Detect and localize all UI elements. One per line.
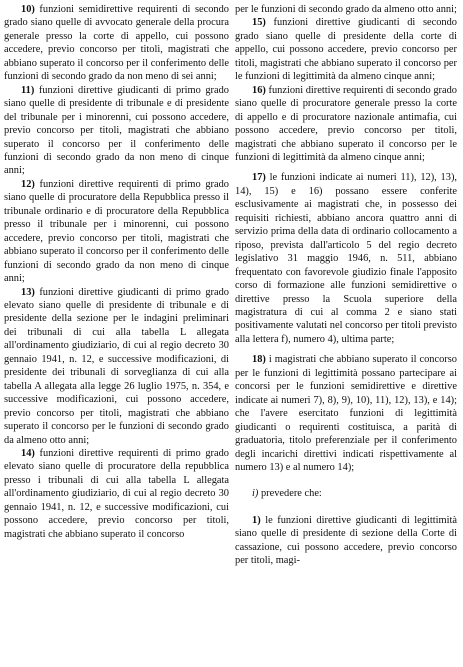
item-text: funzioni direttive requirenti di primo grado siano quelle di procuratore della Repubblica presso il tribunale ordinario e di procuratore della Repubblica presso il tribunale per i minorenni, cui possono accedere, previo concorso per titoli, magistrati che abbiano superato il concorso per il conferimento delle funzioni di secondo grado da non meno di cinque anni;: [4, 178, 229, 285]
paragraph-item-15: [235, 16, 457, 83]
section-text: prevedere che:: [258, 488, 322, 500]
paragraph-item-16: [235, 84, 457, 165]
paragraph-item-1: [235, 514, 457, 568]
item-number: 18): [252, 354, 266, 366]
paragraph-item-14: [4, 447, 229, 541]
paragraph-item-13: [4, 286, 229, 447]
section-letter: i): [252, 488, 259, 500]
item-text: funzioni direttive giudicanti di primo grado elevato siano quelle di presidente di tribunale e di presidente della sezione per le indagini preliminari dei tribunali di cui alla tabella L allegata all'ordinamento giudiziario, di cui al regio decreto 30 gennaio 1941, n. 12, e successive modificazioni, di presidente dei tribunali di sorveglianza di cui alla tabella A allegata alla legge 26 luglio 1975, n. 354, e successive modificazioni, cui possono accedere, previo concorso per titoli, magistrati che abbiano superato il concorso per le funzioni di secondo grado da almeno otto anni;: [4, 286, 229, 446]
paragraph-item-12: [4, 178, 229, 286]
item-text: funzioni direttive requirenti di primo grado elevato siano quelle di procuratore della repubblica presso i tribunali di cui alla tabella L allegata all'ordinamento giudiziario, di cui al regio decreto 30 gennaio 1941, n. 12, e successive modificazioni, cui possono accedere, previo concorso per titoli, magistrati che abbiano superato il concorso: [4, 447, 229, 540]
paragraph-item-11: [4, 84, 229, 178]
item-number: 1): [252, 514, 261, 526]
paragraph-continuation: per le funzioni di secondo grado da almeno otto anni;: [235, 4, 457, 15]
paragraph-item-17: [235, 171, 457, 346]
item-text: funzioni direttive requirenti di secondo grado siano quelle di procuratore generale presso la corte di appello e di procuratore nazionale antimafia, cui possono accedere, previo concorso per titoli, magistrati che abbiano superato il concorso per le funzioni di legittimità da almeno cinque anni;: [235, 84, 457, 163]
item-text: funzioni semidirettive requirenti di secondo grado siano quelle di avvocato generale della procura generale presso la corte di appello, cui possono accedere, previo concorso per titoli, magistrati che abbiano superato il concorso per il conferimento delle funzioni di secondo grado da non meno di sei anni;: [4, 4, 229, 83]
item-text: i magistrati che abbiano superato il concorso per le funzioni di legittimità possano partecipare ai concorsi per le funzioni semidirettive e direttive indicate ai numeri 7), 8), 9), 10), 11), 12), 13), e 14); che l'avere esercitato funzioni di legittimità giudicanti o requirenti costituisca, a parità di graduatoria, titolo preferenziale per il conferimento degli incarichi direttivi indicati rispettivamente al numero 13) e al numero 14);: [235, 354, 457, 473]
item-text: le funzioni direttive giudicanti di legittimità siano quelle di presidente di sezione della Corte di cassazione, cui possono accedere, previo concorso per titoli, magi-: [235, 514, 457, 567]
item-number: 14): [21, 447, 35, 459]
item-number: 16): [252, 84, 266, 96]
item-number: 17): [252, 172, 266, 184]
section-heading-i: [235, 487, 457, 500]
paragraph-item-18: [235, 353, 457, 474]
item-text: funzioni direttive giudicanti di primo grado siano quelle di presidente di tribunale e di presidente del tribunale per i minorenni, cui possono accedere, previo concorso per titoli, magistrati che abbiano superato il concorso per il conferimento delle funzioni di secondo grado da non meno di cinque anni;: [4, 84, 229, 177]
item-number: 13): [21, 286, 35, 298]
item-number: 15): [252, 17, 266, 29]
item-number: 10): [21, 4, 35, 15]
item-text: le funzioni indicate ai numeri 11), 12), 13), 14), 15) e 16) possano essere conferite esclusivamente ai magistrati che, in possesso dei requisiti richiesti, abbiano ancora quattro anni di servizio prima della data di ordinario collocamento a riposo, prevista dall'articolo 5 del regio decreto legislativo 31 maggio 1946, n. 511, abbiano frequentato con favorevole giudizio finale l'apposito corso di formazione alle funzioni semidirettive o direttive presso la Scuola superiore della magistratura di cui al comma 2 e siano stati positivamente valutati nel concorso per titoli previsto alla lettera f), numero 4), ultima parte;: [235, 172, 457, 345]
item-text: funzioni direttive giudicanti di secondo grado siano quelle di presidente della corte di appello, cui possono accedere, previo concorso per titoli, magistrati che abbiano superato il concorso per le funzioni di legittimità da almeno cinque anni;: [235, 17, 457, 83]
item-number: 12): [21, 178, 35, 190]
paragraph-item-10: [4, 3, 229, 84]
left-column: [4, 3, 229, 541]
item-number: 11): [21, 84, 35, 96]
right-column: [235, 3, 457, 568]
